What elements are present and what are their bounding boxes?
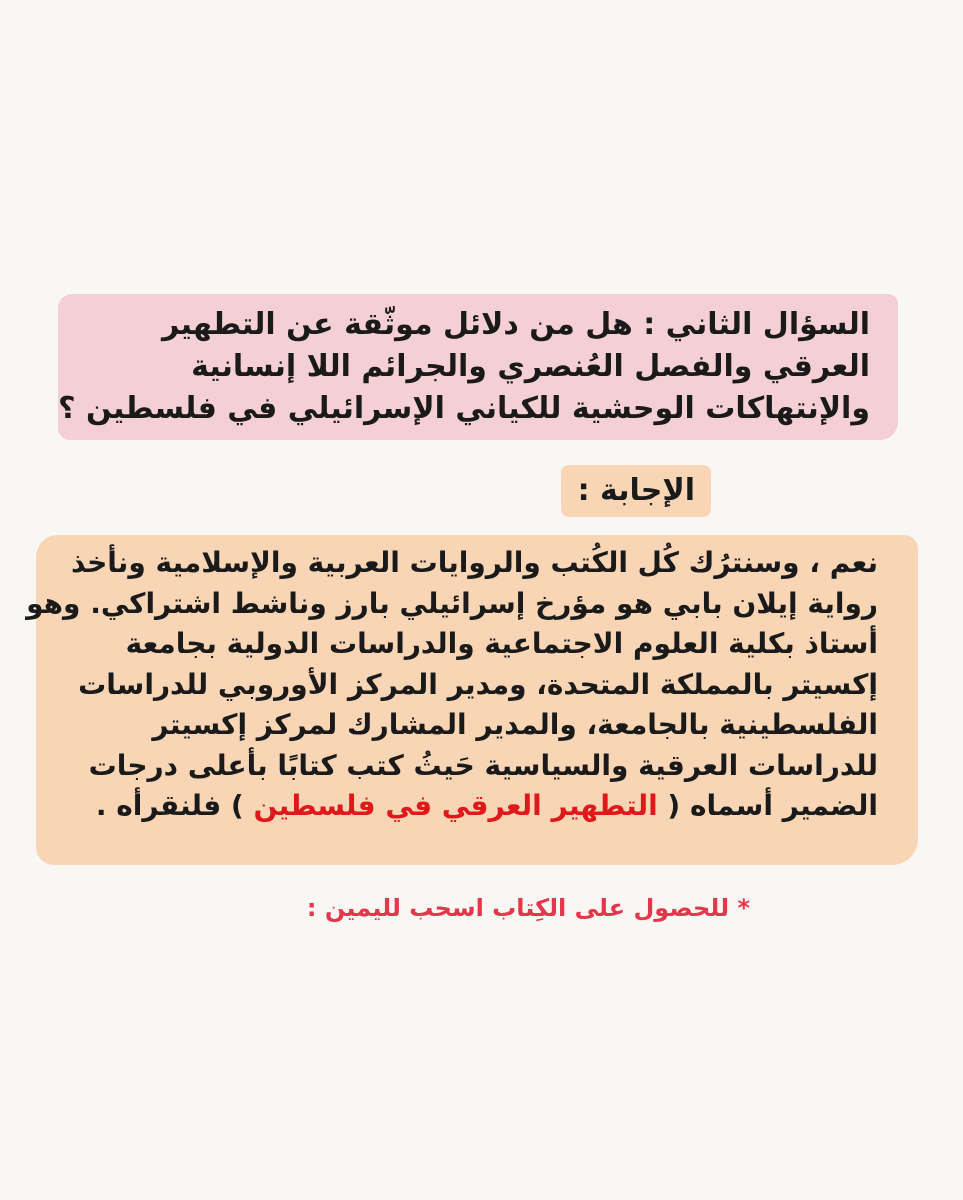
question-line-2: العرقي والفصل العُنصري والجرائم اللا إنسانية: [191, 349, 870, 384]
question-line-3: والإنتهاكات الوحشية للكياني الإسرائيلي في فلسطين ؟: [58, 391, 870, 426]
answer-line-2: رواية إيلان بابي هو مؤرخ إسرائيلي بارز وناشط اشتراكي. وهو: [26, 586, 878, 620]
answer-line-7: [54, 786, 878, 827]
question-line-1: السؤال الثاني : هل من دلائل موثّقة عن التطهير: [161, 307, 870, 342]
answer-line-3: أستاذ بكلية العلوم الاجتماعية والدراسات الدولية بجامعة: [125, 627, 878, 660]
swipe-note: * للحصول على الكِتاب اسحب لليمين :: [306, 894, 750, 922]
answer-line-1: نعم ، وسنترُك كُل الكُتب والروايات العربية والإسلامية ونأخذ: [70, 546, 878, 579]
answer-line-7-before: الضمير أسماه (: [657, 789, 878, 822]
book-title: التطهير العرقي في فلسطين: [253, 789, 658, 822]
answer-line-6: للدراسات العرقية والسياسية حَيثُ كتب كتابًا بأعلى درجات: [88, 748, 878, 782]
question-box: [58, 294, 898, 440]
answer-line-4: إكسيتر بالمملكة المتحدة، ومدير المركز الأوروبي للدراسات: [78, 667, 878, 701]
answer-line-5: الفلسطينية بالجامعة، والمدير المشارك لمركز إكسيتر: [152, 708, 878, 741]
answer-line-7-after: ) فلنقرأه .: [95, 789, 254, 822]
answer-label: الإجابة :: [577, 473, 695, 508]
answer-box: [26, 535, 918, 865]
answer-label-box: [561, 465, 711, 517]
